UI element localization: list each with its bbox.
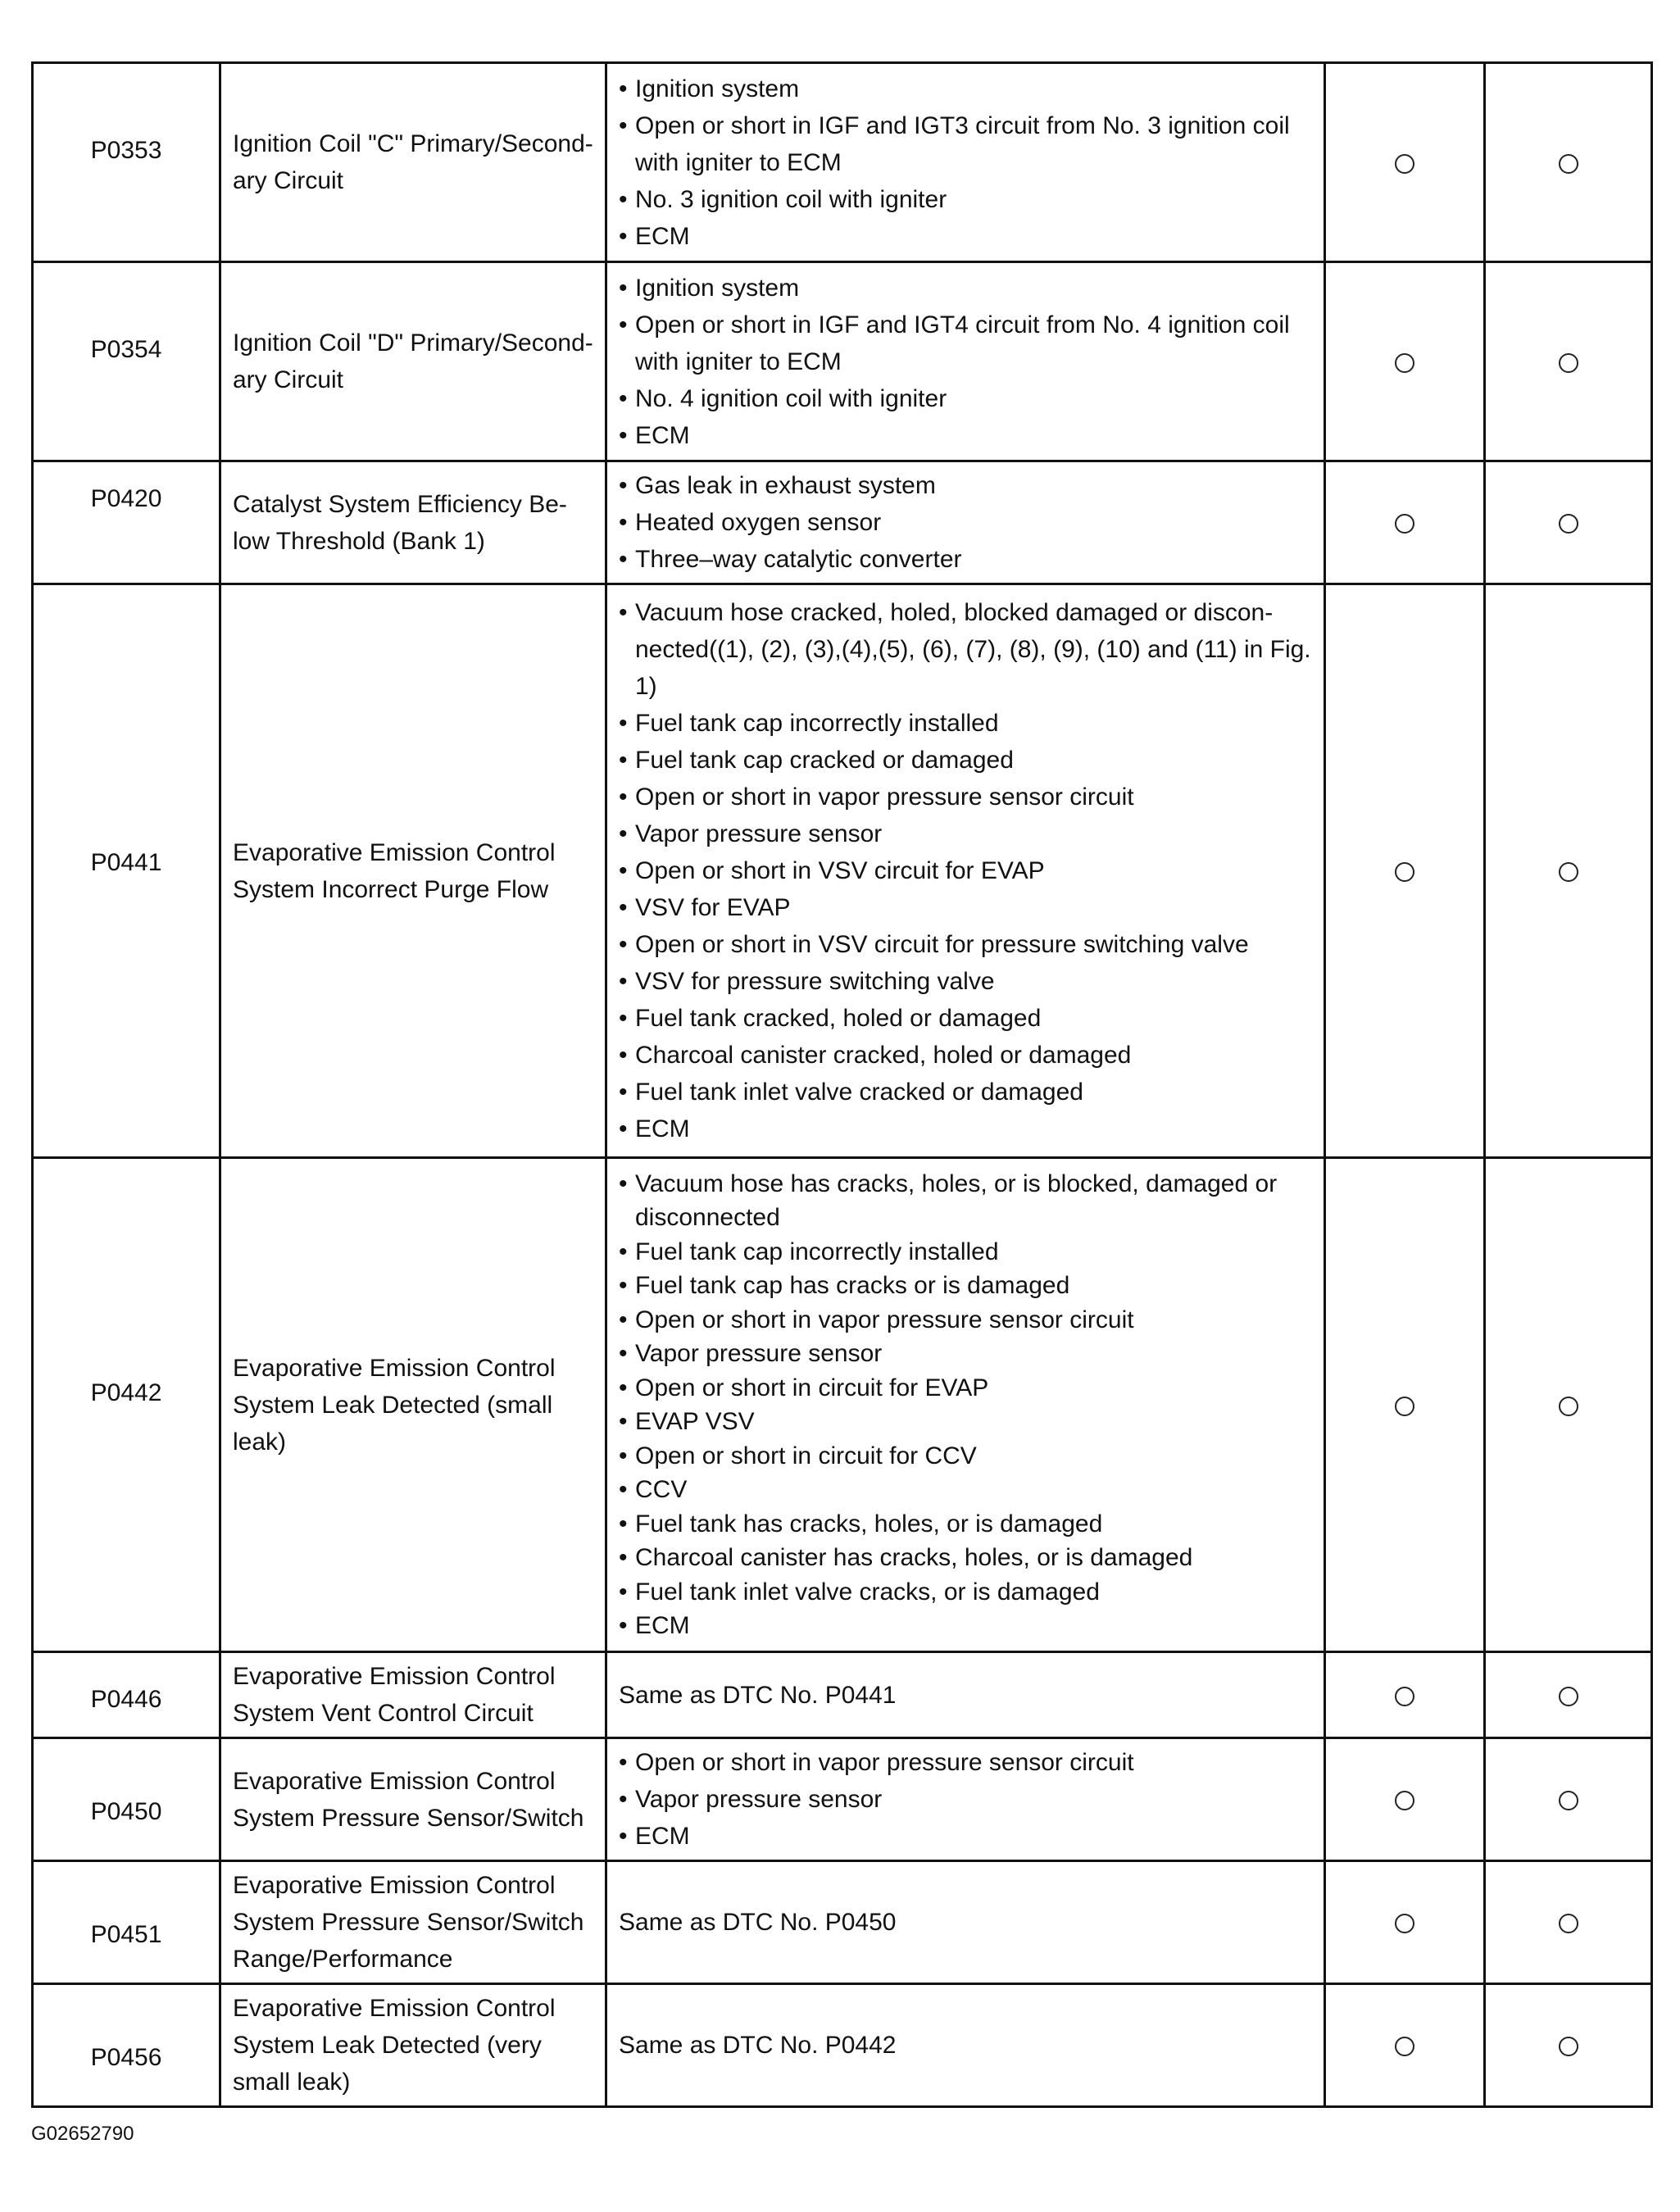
list-item: • CCV xyxy=(619,1473,1312,1507)
circle-mark-icon xyxy=(1559,1397,1578,1416)
list-item: • Three–way catalytic converter xyxy=(619,541,1312,578)
trouble-area-text: Same as DTC No. P0441 xyxy=(619,1681,897,1709)
list-item: • Fuel tank inlet valve cracks, or is damaged xyxy=(619,1575,1312,1610)
detection-item: Evaporative Emission Control System Incorrect Purge Flow xyxy=(233,838,556,903)
table-row xyxy=(33,1738,1652,1861)
detection-item-cell xyxy=(220,262,606,461)
memory-cell xyxy=(1485,584,1652,1158)
detection-item-cell xyxy=(220,1158,606,1652)
detection-item: Catalyst System Efficiency Be-low Threshold (Bank 1) xyxy=(233,490,567,555)
dtc-code: P0446 xyxy=(90,1685,162,1713)
list-item: • Fuel tank cap has cracks or is damaged xyxy=(619,1269,1312,1303)
trouble-area-list xyxy=(619,270,1312,454)
table-row xyxy=(33,461,1652,584)
dtc-table xyxy=(31,61,1653,2108)
detection-item: Evaporative Emission Control System Pressure Sensor/Switch xyxy=(233,1767,584,1832)
list-item: • Open or short in circuit for CCV xyxy=(619,1439,1312,1474)
list-item: • ECM xyxy=(619,1818,1312,1855)
dtc-code: P0420 xyxy=(90,485,162,512)
dtc-code-cell xyxy=(33,1738,220,1861)
trouble-area-cell xyxy=(606,1738,1325,1861)
list-item: • Open or short in vapor pressure sensor circuit xyxy=(619,1744,1312,1781)
list-item: • Vacuum hose has cracks, holes, or is blocked, damaged or disconnected xyxy=(619,1167,1312,1235)
mil-cell xyxy=(1325,461,1485,584)
circle-mark-icon xyxy=(1559,1791,1578,1810)
detection-item-cell xyxy=(220,1861,606,1984)
trouble-area-list xyxy=(619,594,1312,1147)
detection-item: Ignition Coil "C" Primary/Second-ary Circuit xyxy=(233,130,593,194)
trouble-area-cell xyxy=(606,1158,1325,1652)
mil-cell xyxy=(1325,63,1485,262)
dtc-code-cell xyxy=(33,1652,220,1738)
trouble-area-cell xyxy=(606,1984,1325,2107)
memory-cell xyxy=(1485,262,1652,461)
table-row xyxy=(33,1652,1652,1738)
detection-item: Evaporative Emission Control System Pressure Sensor/Switch Range/Performance xyxy=(233,1872,584,1973)
table-row xyxy=(33,262,1652,461)
detection-item-cell xyxy=(220,461,606,584)
table-row xyxy=(33,1158,1652,1652)
trouble-area-cell xyxy=(606,584,1325,1158)
detection-item: Evaporative Emission Control System Vent Control Circuit xyxy=(233,1663,556,1727)
mil-cell xyxy=(1325,1861,1485,1984)
trouble-area-text: Same as DTC No. P0442 xyxy=(619,2032,897,2059)
circle-mark-icon xyxy=(1395,862,1414,882)
memory-cell xyxy=(1485,1984,1652,2107)
list-item: • Charcoal canister has cracks, holes, or is damaged xyxy=(619,1541,1312,1575)
dtc-code: P0353 xyxy=(90,136,162,164)
list-item: • Vapor pressure sensor xyxy=(619,1781,1312,1818)
trouble-area-cell xyxy=(606,1652,1325,1738)
dtc-code: P0450 xyxy=(90,1798,162,1825)
circle-mark-icon xyxy=(1559,353,1578,373)
list-item: • Charcoal canister cracked, holed or damaged xyxy=(619,1037,1312,1074)
trouble-area-cell xyxy=(606,1861,1325,1984)
memory-cell xyxy=(1485,1158,1652,1652)
trouble-area-text: Same as DTC No. P0450 xyxy=(619,1909,897,1936)
circle-mark-icon xyxy=(1395,1791,1414,1810)
list-item: • Vapor pressure sensor xyxy=(619,1337,1312,1371)
list-item: • EVAP VSV xyxy=(619,1405,1312,1439)
circle-mark-icon xyxy=(1559,154,1578,174)
mil-cell xyxy=(1325,1652,1485,1738)
dtc-code: P0441 xyxy=(90,849,162,876)
table-row xyxy=(33,63,1652,262)
list-item: • Open or short in IGF and IGT3 circuit from No. 3 ignition coil with igniter to ECM xyxy=(619,107,1312,181)
dtc-code: P0442 xyxy=(90,1379,162,1406)
memory-cell xyxy=(1485,461,1652,584)
detection-item: Evaporative Emission Control System Leak Detected (very small leak) xyxy=(233,1995,556,2096)
list-item: • Fuel tank cap cracked or damaged xyxy=(619,742,1312,779)
list-item: • Vapor pressure sensor xyxy=(619,815,1312,852)
list-item: • Open or short in vapor pressure sensor circuit xyxy=(619,1303,1312,1338)
list-item: • ECM xyxy=(619,417,1312,454)
detection-item-cell xyxy=(220,1738,606,1861)
circle-mark-icon xyxy=(1395,353,1414,373)
list-item: • Heated oxygen sensor xyxy=(619,504,1312,541)
trouble-area-cell xyxy=(606,63,1325,262)
circle-mark-icon xyxy=(1395,1914,1414,1933)
detection-item-cell xyxy=(220,1984,606,2107)
memory-cell xyxy=(1485,1738,1652,1861)
dtc-code-cell xyxy=(33,1158,220,1652)
list-item: • ECM xyxy=(619,1609,1312,1643)
detection-item: Evaporative Emission Control System Leak Detected (small leak) xyxy=(233,1354,556,1456)
mil-cell xyxy=(1325,1738,1485,1861)
list-item: • VSV for EVAP xyxy=(619,889,1312,926)
detection-item-cell xyxy=(220,584,606,1158)
dtc-code-cell xyxy=(33,461,220,584)
dtc-code-cell xyxy=(33,63,220,262)
dtc-code: P0354 xyxy=(90,335,162,363)
list-item: • Vacuum hose cracked, holed, blocked damaged or discon-nected((1), (2), (3),(4),(5), (6), (7), (8), (9), (10) and (11) in Fig. 1) xyxy=(619,594,1312,705)
list-item: • Fuel tank cap incorrectly installed xyxy=(619,705,1312,742)
circle-mark-icon xyxy=(1395,1397,1414,1416)
trouble-area-list xyxy=(619,1744,1312,1855)
circle-mark-icon xyxy=(1559,1914,1578,1933)
dtc-code: P0451 xyxy=(90,1921,162,1948)
table-row xyxy=(33,1861,1652,1984)
list-item: • ECM xyxy=(619,218,1312,255)
list-item: • Gas leak in exhaust system xyxy=(619,467,1312,504)
list-item: • Fuel tank cracked, holed or damaged xyxy=(619,1000,1312,1037)
circle-mark-icon xyxy=(1559,2037,1578,2056)
circle-mark-icon xyxy=(1559,514,1578,534)
circle-mark-icon xyxy=(1395,1687,1414,1706)
detection-item-cell xyxy=(220,63,606,262)
mil-cell xyxy=(1325,584,1485,1158)
circle-mark-icon xyxy=(1559,862,1578,882)
memory-cell xyxy=(1485,63,1652,262)
trouble-area-cell xyxy=(606,262,1325,461)
list-item: • Open or short in IGF and IGT4 circuit from No. 4 ignition coil with igniter to ECM xyxy=(619,307,1312,380)
list-item: • No. 3 ignition coil with igniter xyxy=(619,181,1312,218)
list-item: • Open or short in vapor pressure sensor circuit xyxy=(619,779,1312,815)
circle-mark-icon xyxy=(1559,1687,1578,1706)
list-item: • Fuel tank has cracks, holes, or is damaged xyxy=(619,1507,1312,1542)
memory-cell xyxy=(1485,1861,1652,1984)
trouble-area-list xyxy=(619,1167,1312,1643)
memory-cell xyxy=(1485,1652,1652,1738)
detection-item-cell xyxy=(220,1652,606,1738)
trouble-area-list xyxy=(619,70,1312,255)
circle-mark-icon xyxy=(1395,514,1414,534)
mil-cell xyxy=(1325,1984,1485,2107)
mil-cell xyxy=(1325,262,1485,461)
table-row xyxy=(33,584,1652,1158)
list-item: • Fuel tank inlet valve cracked or damaged xyxy=(619,1074,1312,1111)
list-item: • Ignition system xyxy=(619,70,1312,107)
dtc-code: P0456 xyxy=(90,2044,162,2071)
table-row xyxy=(33,1984,1652,2107)
circle-mark-icon xyxy=(1395,2037,1414,2056)
list-item: • No. 4 ignition coil with igniter xyxy=(619,380,1312,417)
circle-mark-icon xyxy=(1395,154,1414,174)
dtc-code-cell xyxy=(33,1984,220,2107)
list-item: • Open or short in circuit for EVAP xyxy=(619,1371,1312,1406)
mil-cell xyxy=(1325,1158,1485,1652)
list-item: • Open or short in VSV circuit for pressure switching valve xyxy=(619,926,1312,963)
dtc-code-cell xyxy=(33,1861,220,1984)
dtc-code-cell xyxy=(33,262,220,461)
list-item: • ECM xyxy=(619,1111,1312,1147)
trouble-area-list xyxy=(619,467,1312,578)
trouble-area-cell xyxy=(606,461,1325,584)
list-item: • Fuel tank cap incorrectly installed xyxy=(619,1235,1312,1270)
detection-item: Ignition Coil "D" Primary/Second-ary Circuit xyxy=(233,329,593,393)
figure-id: G02652790 xyxy=(31,2123,134,2145)
list-item: • VSV for pressure switching valve xyxy=(619,963,1312,1000)
list-item: • Open or short in VSV circuit for EVAP xyxy=(619,852,1312,889)
dtc-code-cell xyxy=(33,584,220,1158)
list-item: • Ignition system xyxy=(619,270,1312,307)
